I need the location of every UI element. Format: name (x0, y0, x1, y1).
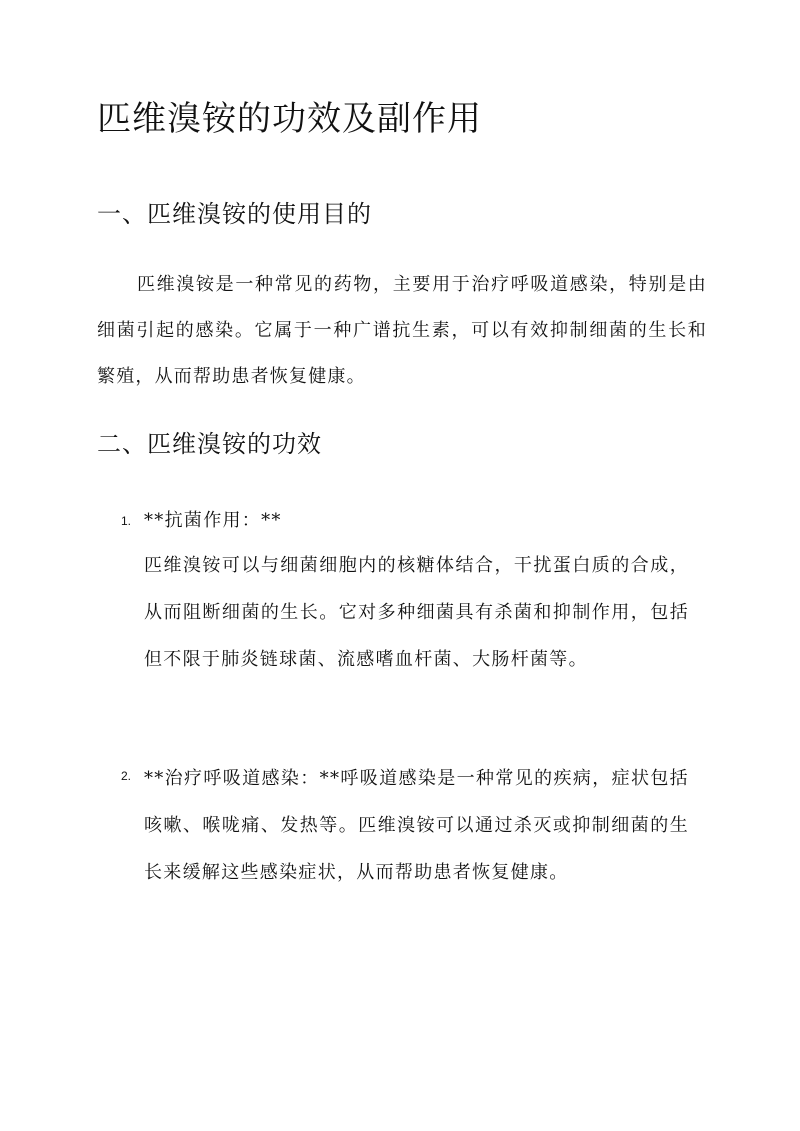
list-item-number: 2. (121, 769, 132, 783)
list-item-lead: **抗菌作用：** (144, 510, 282, 531)
section-heading-purpose: 一、匹维溴铵的使用目的 (97, 200, 372, 228)
document-title: 匹维溴铵的功效及副作用 (97, 99, 482, 139)
list-item-text: 呼吸道感染是一种常见的疾病，症状包括咳嗽、喉咙痛、发热等。匹维溴铵可以通过杀灭或抑制细菌的生长来缓解这些感染症状，从而帮助患者恢复健康。 (144, 768, 689, 883)
list-item-body (144, 500, 689, 683)
list-item-text: 匹维溴铵可以与细菌细胞内的核糖体结合，干扰蛋白质的合成，从而阻断细菌的生长。它对多种细菌具有杀菌和抑制作用，包括但不限于肺炎链球菌、流感嗜血杆菌、大肠杆菌等。 (144, 555, 689, 670)
list-item-lead: **治疗呼吸道感染：** (144, 768, 341, 789)
list-item-number: 1. (121, 514, 132, 528)
section-heading-effects: 二、匹维溴铵的功效 (97, 430, 322, 458)
purpose-paragraph: 匹维溴铵是一种常见的药物，主要用于治疗呼吸道感染，特别是由细菌引起的感染。它属于一种广谱抗生素，可以有效抑制细菌的生长和繁殖，从而帮助患者恢复健康。 (97, 274, 707, 387)
list-item-body (144, 755, 689, 896)
